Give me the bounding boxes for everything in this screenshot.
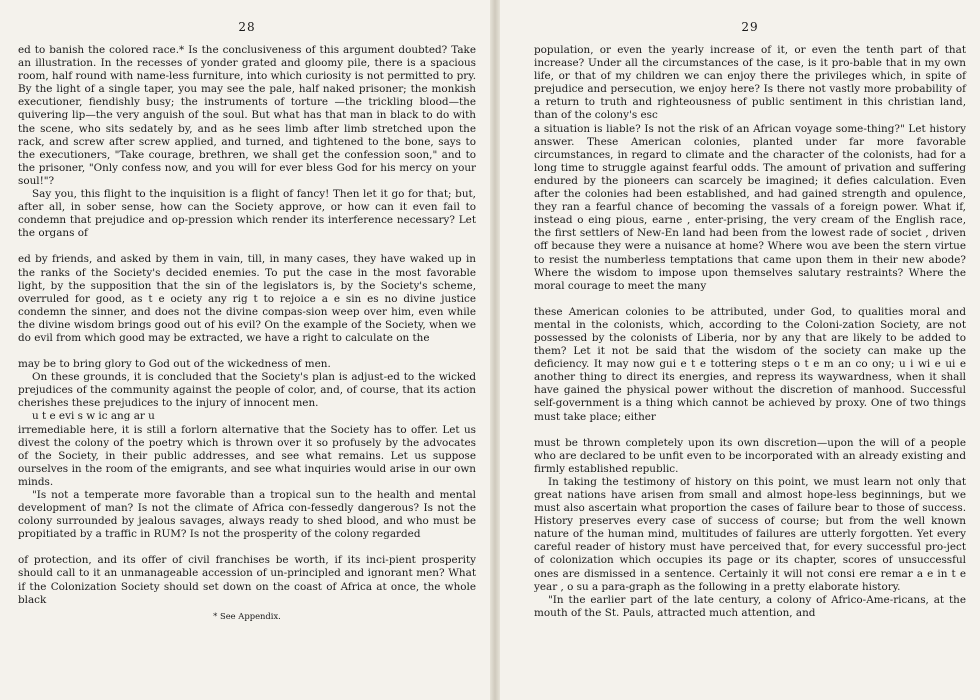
paragraph: On these grounds, it is concluded that the Society's plan is adjust-ed to the wicked prejudices of the community against the people of color, and, of course, that its action cherishes these prejudices to the injury of innocent men.	[18, 371, 476, 410]
page-number: 29	[741, 20, 759, 34]
page-gap	[18, 541, 476, 554]
right-page-body	[534, 44, 966, 620]
paragraph: ed by friends, and asked by them in vain, till, in many cases, they have waked up in the ranks of the Society's decided enemies. To put the case in the most favorable light, by the supposition that the sin of the legislators is, by the Society's scheme, overruled for good, as t e ociety any rig t to rejoice a e sin es no divine justice condemn the sinner, and does not the divine compas-sion weep over him, even while the divine wisdom brings good out of his evil? On the example of the Society, when we do evil from which good may be extracted, we have a right to calculate on the	[18, 253, 476, 344]
paragraph-fragment: u t e evi s w ic ang ar u	[32, 410, 155, 423]
left-page-body	[18, 44, 476, 621]
paragraph: In taking the testimony of history on this point, we must learn not only that great nations have arisen from small and almost hope-less beginnings, but we must also ascertain what proportion the cases of failure bear to those of success. History preserves every case of success of course; but from the well known nature of the human mind, multitudes of failures are utterly forgotten. Yet every careful reader of history must have perceived that, for every successful pro-ject of colonization which occupies its page or its chapter, scores of unsuccessful ones are dismissed in a sentence. Certainly it will not consi ere remar a e in t e year , o su a para-graph as the following in a pretty elaborate history.	[534, 475, 966, 593]
book-gutter	[490, 0, 500, 700]
paragraph: Say you, this flight to the inquisition is a flight of fancy! Then let it go for that; but, after all, in sober sense, how can the Society approve, or how can it even fail to condemn that prejudice and op-pression which render its interference necessary? Let the organs of	[18, 188, 476, 240]
footnote: * See Appendix.	[213, 610, 281, 621]
paragraph: ed to banish the colored race.* Is the conclusiveness of this argument doubted? Take an illustration. In the recesses of yonder grated and gloomy pile, there is a spacious room, half round with name-less furniture, into which curiosity is not permitted to pry. By the light of a single taper, you may see the pale, half naked prisoner; the monkish executioner, fiendishly busy; the instruments of torture —the trickling blood—the quivering lip—the very anguish of the soul. But what has that man in black to do with the scene, who sits sedately by, and as he sees limb after limb stretched upon the rack, and screw after screw applied, and turned, and tightened to the bone, says to the executioners, "Take courage, brethren, we shall get the confession soon," and to the prisoner, "Only confess now, and you will for ever bless God for his mercy on your soul!"?	[18, 44, 476, 187]
paragraph: of protection, and its offer of civil franchises be worth, if its inci-pient prosperity should call to it an unmanageable accession of un-principled and ignorant men? What if the Colonization Society should set down on the coast of Africa at once, the whole black	[18, 554, 476, 606]
paragraph: "Is not a temperate more favorable than a tropical sun to the health and mental development of man? Is not the climate of Africa con-fessedly dangerous? Is not the colony surrounded by jealous savages, always ready to shed blood, and who must be propitiated by a traffic in RUM? Is not the prosperity of the colony regarded	[18, 489, 476, 541]
paragraph: may be to bring glory to God out of the wickedness of men.	[18, 358, 331, 371]
right-page	[500, 0, 980, 700]
paragraph: a situation is liable? Is not the risk of an African voyage some-thing?" Let history answer. These American colonies, planted under far more favorable circumstances, in regard to climate and the character of the colonists, had for a long time to struggle against fearful odds. The amount of privation and suffering endured by the pioneers can scarcely be imagined; it defies calculation. Even after the colonies had been established, and had gained strength and opulence, they ran a fearful chance of becoming the vassals of a foreign power. What if, instead o eing pious, earne , enter-prising, the very cream of the English race, the first settlers of New-En land had been from the lowest rade of societ , driven off because they were a nuisance at home? Where wou ave been the stern virtue to resist the numberless temptations that came upon them in their new abode? Where the wisdom to impose upon themselves salutary restraints? Where the moral courage to meet the many	[534, 122, 966, 292]
page-gap	[534, 293, 966, 306]
paragraph: irremediable here, it is still a forlorn alternative that the Society has to offer. Let us divest the colony of the poetry which is thrown over it so profusely by the advocates of the Society, in their public addresses, and see what remains. Let us suppose ourselves in the room of the emigrants, and see what inquiries would arise in our own minds.	[18, 423, 476, 488]
paragraph: must be thrown completely upon its own discretion—upon the will of a people who are declared to be unfit even to be incorporated with an already existing and firmly established republic.	[534, 436, 966, 475]
paragraph: these American colonies to be attributed, under God, to qualities moral and mental in the colonists, which, according to the Coloni-zation Society, are not possessed by the colonists of Liberia, nor by any that are likely to be added to them? Let it not be said that the wisdom of the society can make up the deficiency. It may now gui e t e tottering steps o t e m an co ony; u i wi e ui e another thing to direct its energies, and repress its waywardness, when it shall have gained the physical power without the discretion of manhood. Successful self-government is a thing which cannot be achieved by proxy. One of two things must take place; either	[534, 305, 966, 423]
paragraph: "In the earlier part of the late century, a colony of Africo-Ame-ricans, at the mouth of the St. Pauls, attracted much attention, and	[534, 593, 966, 619]
page-gap	[18, 240, 476, 253]
page-number: 28	[238, 20, 256, 34]
page-gap	[18, 345, 476, 358]
page-gap	[534, 424, 966, 437]
paragraph: population, or even the yearly increase of it, or even the tenth part of that increase? Under all the circumstances of the case, is it pro-bable that in my own life, or that of my children we can enjoy there the privileges which, in spite of prejudice and persecution, we enjoy here? Is there not vastly more probability of a return to truth and righteousness of public sentiment in this christian land, than of the colony's esc	[534, 44, 966, 122]
